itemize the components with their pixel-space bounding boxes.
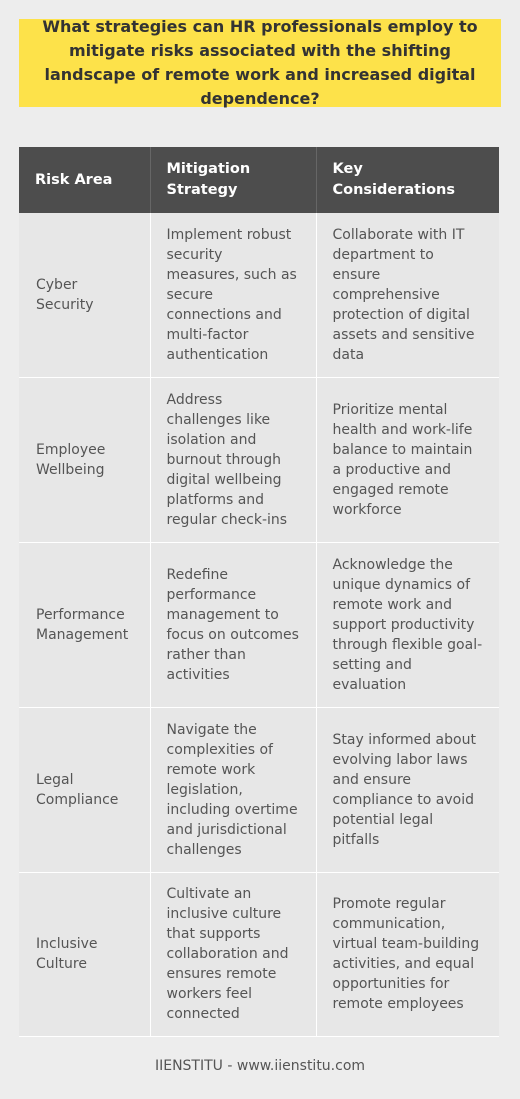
strategy-cell: Address challenges like isolation and burnout through digital wellbeing platforms and regular check-ins	[150, 377, 316, 542]
strategy-cell: Navigate the complexities of remote work legislation, including overtime and jurisdictional challenges	[150, 707, 316, 872]
risk-area-cell: Inclusive Culture	[19, 872, 150, 1036]
considerations-cell: Prioritize mental health and work-life balance to maintain a productive and engaged remote workforce	[316, 377, 499, 542]
question-banner	[19, 19, 501, 107]
strategy-cell: Implement robust security measures, such as secure connections and multi-factor authentication	[150, 213, 316, 377]
strategy-cell: Cultivate an inclusive culture that supports collaboration and ensures remote workers feel connected	[150, 872, 316, 1036]
table-row	[19, 377, 499, 542]
risk-area-cell: Performance Management	[19, 542, 150, 707]
header-risk-area: Risk Area	[19, 147, 150, 213]
considerations-cell: Acknowledge the unique dynamics of remote work and support productivity through flexible goal-setting and evaluation	[316, 542, 499, 707]
considerations-cell: Collaborate with IT department to ensure comprehensive protection of digital assets and sensitive data	[316, 213, 499, 377]
header-mitigation-strategy: Mitigation Strategy	[150, 147, 316, 213]
table-header-row	[19, 147, 499, 213]
strategy-cell: Redefine performance management to focus on outcomes rather than activities	[150, 542, 316, 707]
header-key-considerations: Key Considerations	[316, 147, 499, 213]
table-row	[19, 542, 499, 707]
footer-credit: IIENSTITU - www.iienstitu.com	[154, 1058, 366, 1074]
risk-area-cell: Employee Wellbeing	[19, 377, 150, 542]
table-row	[19, 707, 499, 872]
risk-area-cell: Cyber Security	[19, 213, 150, 377]
table-row	[19, 872, 499, 1036]
considerations-cell: Promote regular communication, virtual team-building activities, and equal opportunities for remote employees	[316, 872, 499, 1036]
table-row	[19, 213, 499, 377]
risk-area-cell: Legal Compliance	[19, 707, 150, 872]
considerations-cell: Stay informed about evolving labor laws and ensure compliance to avoid potential legal pitfalls	[316, 707, 499, 872]
question-text: What strategies can HR professionals employ to mitigate risks associated with the shifting landscape of remote work and increased digital dependence?	[42, 17, 478, 108]
risk-mitigation-table	[19, 147, 499, 1037]
